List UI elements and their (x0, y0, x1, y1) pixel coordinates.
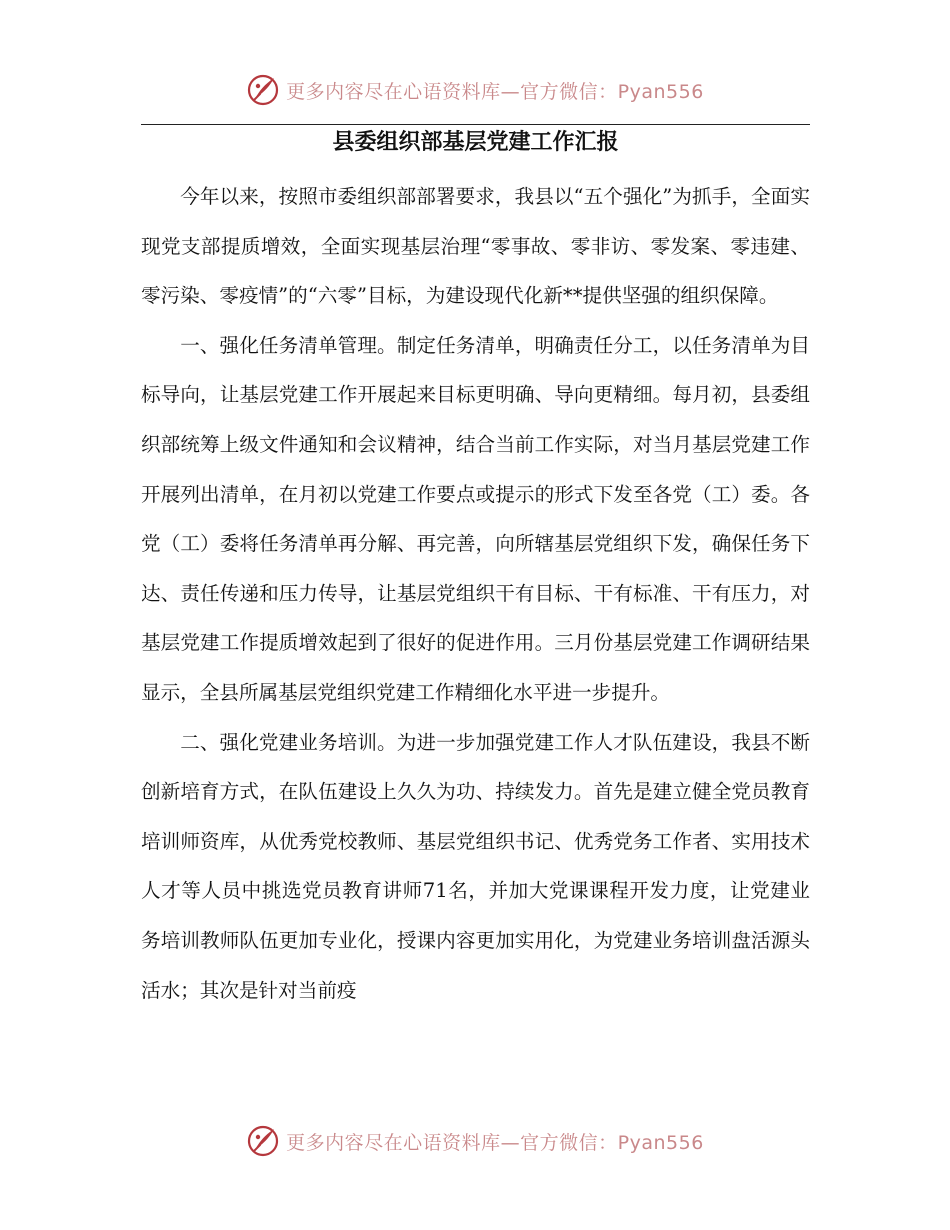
document-body (141, 172, 810, 1015)
paragraph-section-2: 二、强化党建业务培训。为进一步加强党建工作人才队伍建设，我县不断创新培育方式，在队伍建设上久久为功、持续发力。首先是建立健全党员教育培训师资库，从优秀党校教师、基层党组织书记、优秀党务工作者、实用技术人才等人员中挑选党员教育讲师71名，并加大党课课程开发力度，让党建业务培训教师队伍更加专业化，授课内容更加实用化，为党建业务培训盘活源头活水；其次是针对当前疫 (141, 730, 810, 1002)
watermark-text: 更多内容尽在心语资料库—官方微信：Pyan556 (286, 80, 704, 103)
header-rule (141, 124, 810, 125)
quill-logo-icon (246, 1124, 280, 1158)
watermark-text: 更多内容尽在心语资料库—官方微信：Pyan556 (286, 1131, 704, 1154)
quill-logo-icon (246, 73, 280, 107)
paragraph-intro: 今年以来，按照市委组织部部署要求，我县以“五个强化”为抓手，全面实现党支部提质增效，全面实现基层治理“零事故、零非访、零发案、零违建、零污染、零疫情”的“六零”目标，为建设现代化新**提供坚强的组织保障。 (141, 185, 810, 308)
document-title: 县委组织部基层党建工作汇报 (332, 130, 619, 155)
paragraph-section-1: 一、强化任务清单管理。制定任务清单，明确责任分工，以任务清单为目标导向，让基层党建工作开展起来目标更明确、导向更精细。每月初，县委组织部统筹上级文件通知和会议精神，结合当前工作实际，对当月基层党建工作开展列出清单，在月初以党建工作要点或提示的形式下发至各党（工）委。各党（工）委将任务清单再分解、再完善，向所辖基层党组织下发，确保任务下达、责任传递和压力传导，让基层党组织干有目标、干有标准、干有压力，对基层党建工作提质增效起到了很好的促进作用。三月份基层党建工作调研结果显示，全县所属基层党组织党建工作精细化水平进一步提升。 (141, 333, 810, 704)
footer-watermark-banner (0, 1121, 950, 1161)
header-watermark-banner (0, 70, 950, 110)
